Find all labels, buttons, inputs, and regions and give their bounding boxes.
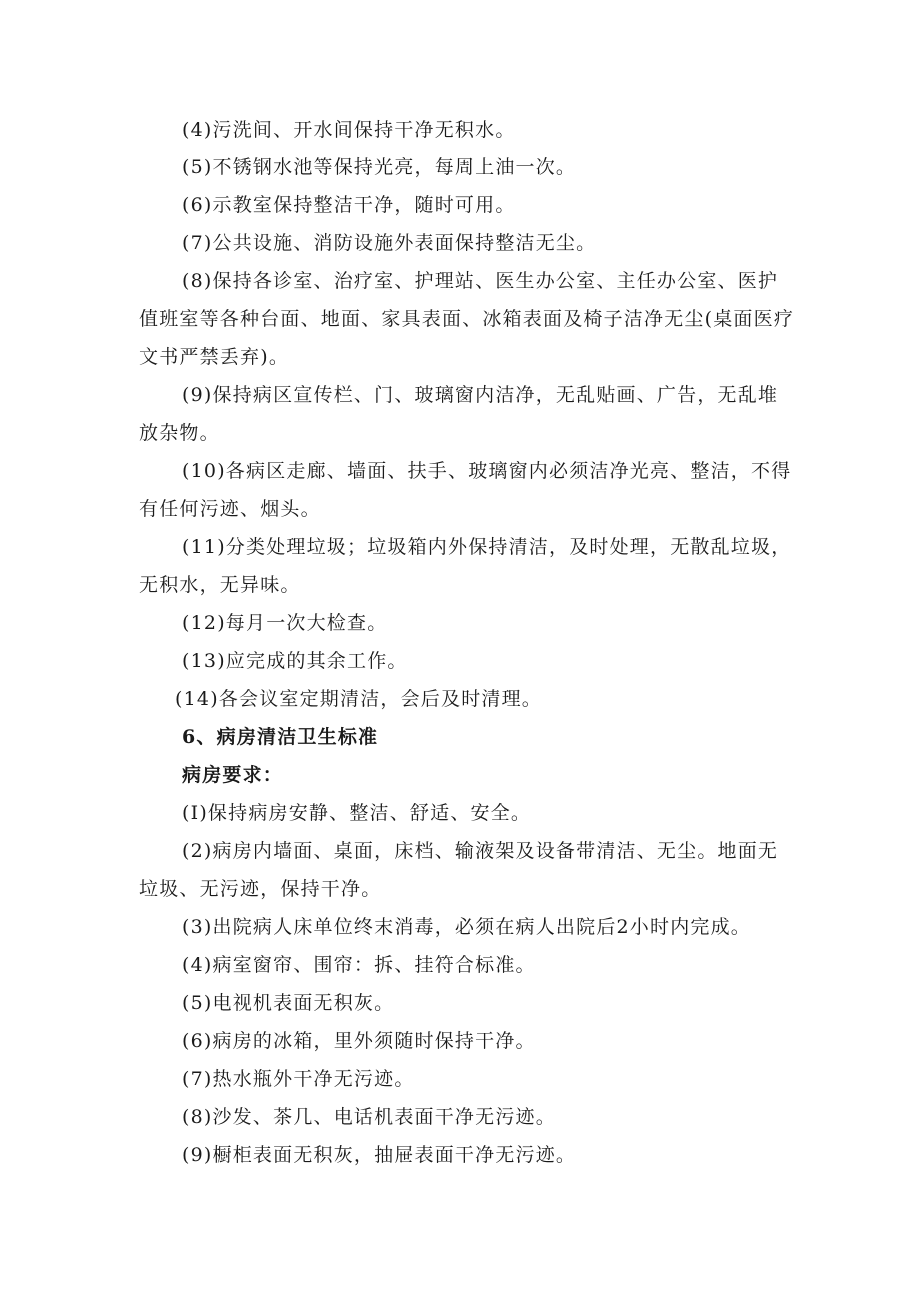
list-item-continuation: 垃圾、无污迹，保持干净。 bbox=[139, 878, 382, 900]
list-item: (10)各病区走廊、墙面、扶手、玻璃窗内必须洁净光亮、整洁，不得 bbox=[182, 460, 792, 482]
list-item-continuation: 放杂物。 bbox=[139, 422, 220, 444]
list-item: (4)污洗间、开水间保持干净无积水。 bbox=[182, 119, 516, 141]
list-item: (8)沙发、茶几、电话机表面干净无污迹。 bbox=[182, 1106, 556, 1128]
list-item: (8)保持各诊室、治疗室、护理站、医生办公室、主任办公室、医护 bbox=[182, 270, 779, 292]
list-item: (9)保持病区宣传栏、门、玻璃窗内洁净，无乱贴画、广告，无乱堆 bbox=[182, 384, 779, 406]
list-item: (2)病房内墙面、桌面，床档、输液架及设备带清洁、无尘。地面无 bbox=[182, 840, 779, 862]
list-item: (14)各会议室定期清洁，会后及时清理。 bbox=[175, 688, 543, 710]
list-item: (5)电视机表面无积灰。 bbox=[182, 992, 395, 1014]
list-item: (6)病房的冰箱，里外须随时保持干净。 bbox=[182, 1030, 536, 1052]
section-heading: 6、病房清洁卫生标准 bbox=[182, 726, 379, 748]
list-item: (9)橱柜表面无积灰，抽屉表面干净无污迹。 bbox=[182, 1144, 577, 1166]
list-item-continuation: 文书严禁丢弃)。 bbox=[139, 346, 290, 368]
list-item-continuation: 无积水，无异味。 bbox=[139, 574, 301, 596]
list-item: (I)保持病房安静、整洁、舒适、安全。 bbox=[182, 802, 532, 824]
list-item: (7)公共设施、消防设施外表面保持整洁无尘。 bbox=[182, 232, 597, 254]
list-item: (3)出院病人床单位终末消毒，必须在病人出院后2小时内完成。 bbox=[182, 916, 752, 938]
list-item: (7)热水瓶外干净无污迹。 bbox=[182, 1068, 415, 1090]
list-item: (13)应完成的其余工作。 bbox=[182, 650, 408, 672]
list-item: (4)病室窗帘、围帘：拆、挂符合标准。 bbox=[182, 954, 536, 976]
list-item-continuation: 值班室等各种台面、地面、家具表面、冰箱表面及椅子洁净无尘(桌面医疗 bbox=[139, 308, 795, 330]
list-item: (5)不锈钢水池等保持光亮，每周上油一次。 bbox=[182, 156, 577, 178]
list-item: (11)分类处理垃圾；垃圾箱内外保持清洁，及时处理，无散乱垃圾， bbox=[182, 536, 792, 558]
sub-heading: 病房要求： bbox=[182, 764, 284, 786]
list-item-continuation: 有任何污迹、烟头。 bbox=[139, 498, 321, 520]
list-item: (12)每月一次大检查。 bbox=[182, 612, 388, 634]
list-item: (6)示教室保持整洁干净，随时可用。 bbox=[182, 194, 516, 216]
